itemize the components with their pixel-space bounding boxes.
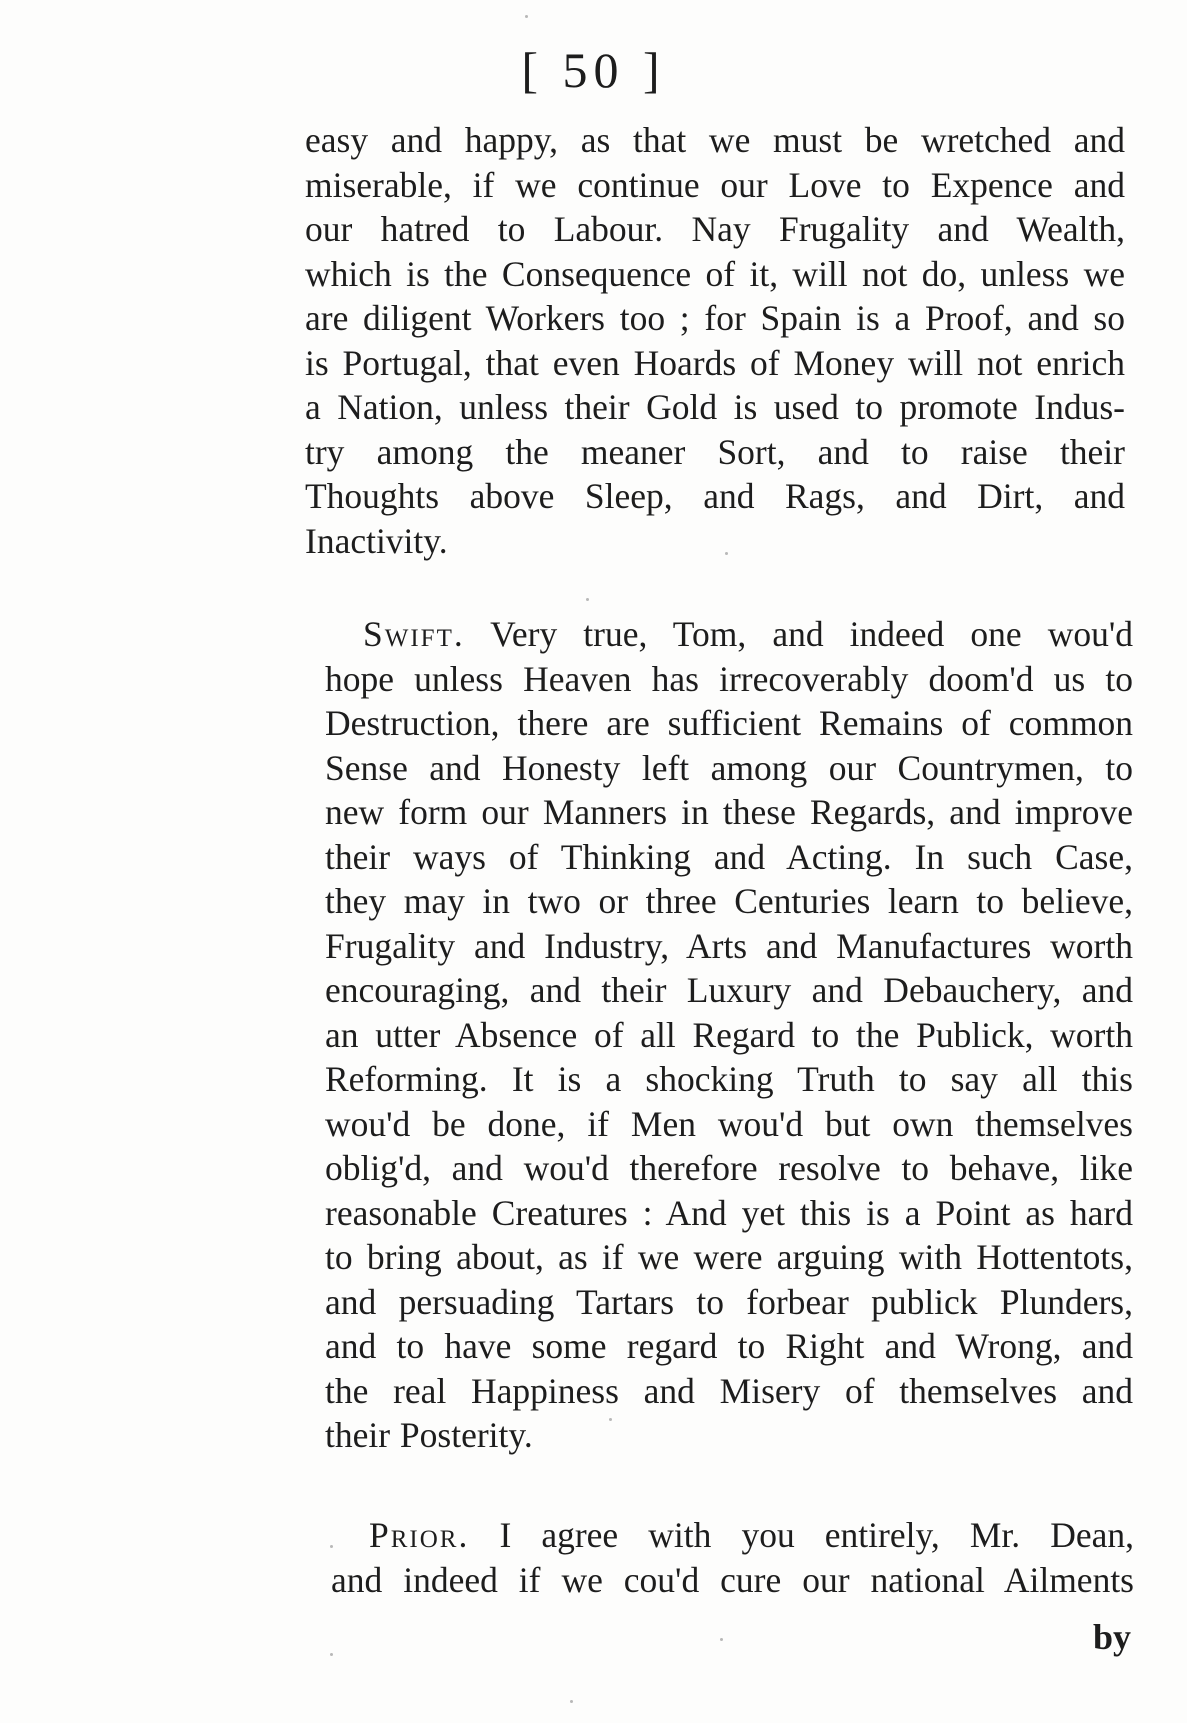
first-line bbox=[331, 1513, 1134, 1558]
text-line: are diligent Workers too ; for Spain is a Proof, and so bbox=[305, 298, 1125, 338]
text-line: Reforming. It is a shocking Truth to say all this bbox=[325, 1059, 1133, 1099]
text-line: our hatred to Labour. Nay Frugality and Wealth, bbox=[305, 209, 1125, 249]
text-line: oblig'd, and wou'd therefore resolve to behave, like bbox=[325, 1148, 1133, 1188]
print-speck bbox=[720, 1638, 723, 1641]
print-speck bbox=[725, 552, 728, 555]
first-line bbox=[325, 612, 1133, 657]
text-line: and to have some regard to Right and Wrong, and bbox=[325, 1326, 1133, 1366]
text-line: their ways of Thinking and Acting. In such Case, bbox=[325, 836, 1133, 877]
text-segment: I agree with you entirely, Mr. Dean, bbox=[499, 1515, 1134, 1555]
text-line: which is the Consequence of it, will not do, unless we bbox=[305, 253, 1125, 294]
text-line: Destruction, there are sufficient Remains of common bbox=[325, 703, 1133, 743]
text-line: a Nation, unless their Gold is used to promote Indus- bbox=[305, 387, 1125, 427]
text-line: wou'd be done, if Men wou'd but own themselves bbox=[325, 1103, 1133, 1144]
text-line: try among the meaner Sort, and to raise their bbox=[305, 431, 1125, 472]
print-speck bbox=[609, 1418, 612, 1421]
print-speck bbox=[330, 1653, 333, 1656]
speaker-name: Swift. bbox=[363, 614, 465, 654]
catchword: by bbox=[1093, 1617, 1132, 1657]
print-speck bbox=[525, 15, 528, 18]
text-line: Thoughts above Sleep, and Rags, and Dirt, and bbox=[305, 476, 1125, 516]
paragraph-3 bbox=[331, 1513, 1134, 1602]
text-line: Inactivity. bbox=[305, 520, 448, 561]
text-segment: Very true, Tom, and indeed one wou'd bbox=[490, 614, 1134, 654]
text-line: easy and happy, as that we must be wretched and bbox=[305, 120, 1125, 160]
text-line: hope unless Heaven has irrecoverably doom'd us to bbox=[325, 658, 1133, 699]
text-line: the real Happiness and Misery of themselves and bbox=[325, 1370, 1133, 1411]
text-line: and indeed if we cou'd cure our national Ailments bbox=[331, 1559, 1134, 1600]
paragraph-2 bbox=[325, 612, 1133, 1458]
text-line: Sense and Honesty left among our Countrymen, to bbox=[325, 747, 1133, 788]
paragraph-1 bbox=[305, 118, 1125, 563]
page-number: [ 50 ] bbox=[521, 42, 666, 98]
text-line: an utter Absence of all Regard to the Publick, worth bbox=[325, 1014, 1133, 1055]
print-speck bbox=[570, 1700, 573, 1703]
text-line: is Portugal, that even Hoards of Money will not enrich bbox=[305, 342, 1125, 383]
text-line: reasonable Creatures : And yet this is a Point as hard bbox=[325, 1192, 1133, 1233]
speaker-name: Prior. bbox=[369, 1515, 470, 1555]
text-line: and persuading Tartars to forbear publick Plunders, bbox=[325, 1281, 1133, 1322]
print-speck bbox=[330, 1545, 333, 1548]
text-line: their Posterity. bbox=[325, 1415, 533, 1455]
text-line: encouraging, and their Luxury and Debauchery, and bbox=[325, 970, 1133, 1010]
print-speck bbox=[586, 598, 589, 601]
text-line: they may in two or three Centuries learn to believe, bbox=[325, 881, 1133, 921]
text-line: Frugality and Industry, Arts and Manufactures worth bbox=[325, 925, 1133, 966]
text-line: new form our Manners in these Regards, and improve bbox=[325, 792, 1133, 832]
text-line: miserable, if we continue our Love to Expence and bbox=[305, 164, 1125, 205]
text-line: to bring about, as if we were arguing with Hottentots, bbox=[325, 1237, 1133, 1277]
